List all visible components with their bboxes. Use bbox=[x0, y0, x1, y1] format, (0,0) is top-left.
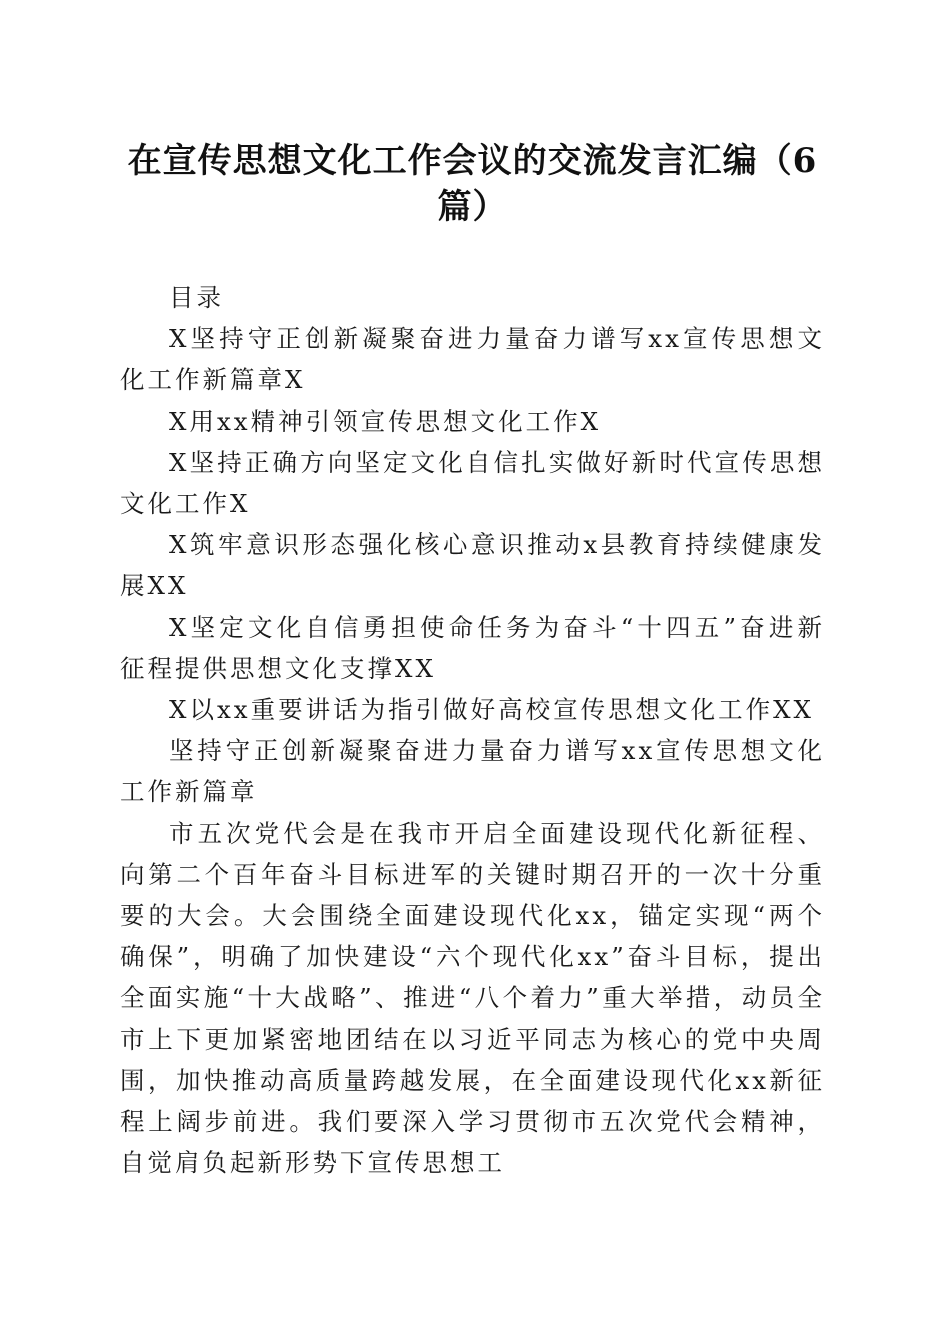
toc-item: X坚持守正创新凝聚奋进力量奋力谱写xx宣传思想文化工作新篇章X bbox=[120, 324, 825, 395]
section-heading: 坚持守正创新凝聚奋进力量奋力谱写xx宣传思想文化工作新篇章 bbox=[120, 736, 825, 807]
toc-item: X以xx重要讲话为指引做好高校宣传思想文化工作XX bbox=[169, 695, 814, 725]
toc-heading: 目录 bbox=[169, 283, 224, 312]
toc-item: X用xx精神引领宣传思想文化工作X bbox=[169, 406, 602, 436]
document-body bbox=[120, 277, 825, 1183]
toc-item: X筑牢意识形态强化核心意识推动x县教育持续健康发展XX bbox=[120, 530, 825, 601]
toc-item: X坚持正确方向坚定文化自信扎实做好新时代宣传思想文化工作X bbox=[120, 447, 825, 519]
toc-item: X坚定文化自信勇担使命任务为奋斗“十四五”奋进新征程提供思想文化支撑XX bbox=[120, 612, 825, 683]
body-paragraph: 市五次党代会是在我市开启全面建设现代化新征程、向第二个百年奋斗目标进军的关键时期召开的一次十分重要的大会。大会围绕全面建设现代化xx，锚定实现“两个确保”，明确了加快建设“六个现代化xx”奋斗目标，提出全面实施“十大战略”、推进“八个着力”重大举措，动员全市上下更加紧密地团结在以习近平同志为核心的党中央周围，加快推动高质量跨越发展，在全面建设现代化xx新征程上阔步前进。我们要深入学习贯彻市五次党代会精神，自觉肩负起新形势下宣传思想工 bbox=[120, 818, 825, 1178]
document-title: 在宣传思想文化工作会议的交流发言汇编（6篇） bbox=[127, 141, 818, 227]
